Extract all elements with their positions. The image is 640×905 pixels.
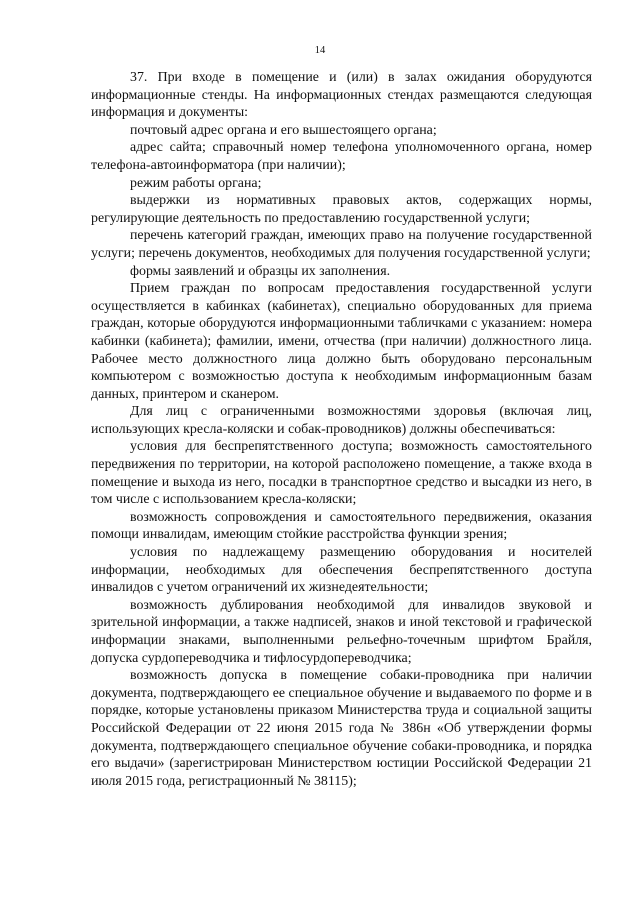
paragraph-reception-booths: Прием граждан по вопросам предоставления государственной услуги осуществляется в кабинках (кабинетах), специально оборудованных для приема граждан, которые оборудуются информационными табличками с указанием: номера кабинки (кабинета); фамилии, имени, отчества (при наличии) должностного лица. Рабочее место должностного лица должно быть оборудовано персональным компьютером с возможностью доступа к необходимым информационным базам данных, принтером и сканером.: [91, 281, 592, 402]
paragraph-item-37-intro: 37. При входе в помещение и (или) в залах ожидания оборудуются информационные стенды. На информационных стендах размещаются следующая информация и документы:: [91, 70, 592, 121]
paragraph-braille-duplication: возможность дублирования необходимой для инвалидов звуковой и зрительной информации, а также надписей, знаков и иной текстовой и графической информации знаками, выполненными рельефно-точечным шрифтом Брайля, допуска сурдопереводчика и тифлосурдопереводчика;: [91, 597, 592, 666]
paragraph-application-forms: формы заявлений и образцы их заполнения.: [130, 263, 391, 279]
paragraph-working-hours: режим работы органа;: [130, 175, 262, 191]
page-body: [91, 69, 592, 790]
paragraph-unobstructed-access: условия для беспрепятственного доступа; возможность самостоятельного передвижения по территории, на которой расположено помещение, а также входа в помещение и выхода из него, посадки в транспортное средство и высадки из него, в том числе с использованием кресла-коляски;: [91, 439, 592, 508]
paragraph-assistance: возможность сопровождения и самостоятельного передвижения, оказания помощи инвалидам, имеющим стойкие расстройства функции зрения;: [91, 509, 592, 543]
paragraph-equipment-placement: условия по надлежащему размещению оборудования и носителей информации, необходимых для обеспечения беспрепятственного доступа инвалидов с учетом ограничений их жизнедеятельности;: [91, 545, 592, 596]
paragraph-eligible-categories: перечень категорий граждан, имеющих право на получение государственной услуги; перечень документов, необходимых для получения государственной услуги;: [91, 228, 592, 261]
paragraph-guide-dog-admission: возможность допуска в помещение собаки-проводника при наличии документа, подтверждающего ее специальное обучение и выдаваемого по форме и в порядке, которые установлены приказом Министерства труда и социальной защиты Российской Федерации от 22 июня 2015 года № 386н «Об утверждении формы документа, подтверждающего специальное обучение собаки-проводника, и порядка его выдачи» (зарегистрирован Министерством юстиции Российской Федерации 21 июля 2015 года, регистрационный № 38115);: [91, 668, 592, 789]
page-number: 14: [314, 45, 326, 56]
paragraph-legal-extracts: выдержки из нормативных правовых актов, содержащих нормы, регулирующие деятельность по предоставлению государственной услуги;: [91, 193, 592, 226]
paragraph-website-phone: адрес сайта; справочный номер телефона уполномоченного органа, номер телефона-автоинформатора (при наличии);: [91, 140, 592, 173]
paragraph-disability-intro: Для лиц с ограниченными возможностями здоровья (включая лиц, использующих кресла-коляски и собак-проводников) должны обеспечиваться:: [91, 404, 592, 437]
paragraph-postal-address: почтовый адрес органа и его вышестоящего органа;: [130, 122, 437, 138]
